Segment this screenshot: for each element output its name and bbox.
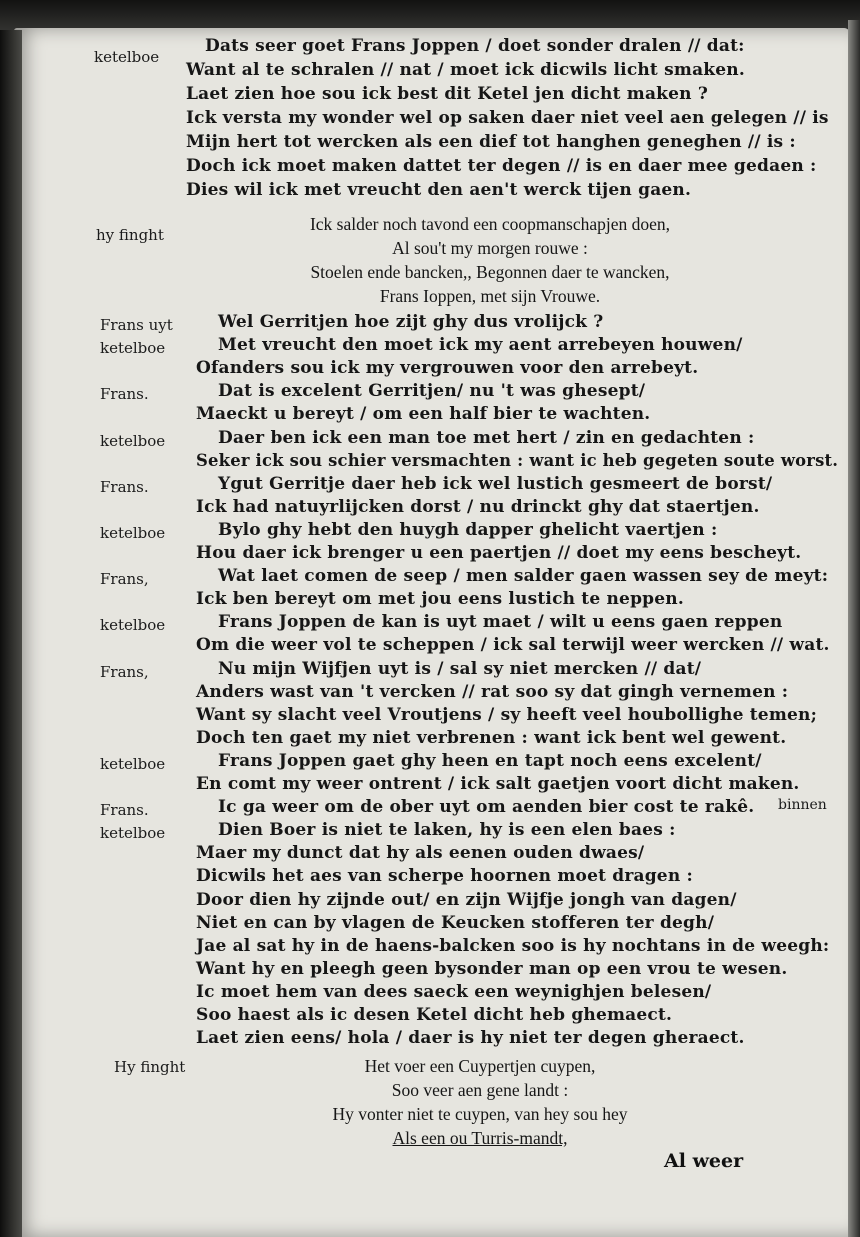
speaker-label: ketelboe <box>100 431 166 450</box>
text-line: Ofanders sou ick my vergrouwen voor den arrebeyt. <box>196 358 699 379</box>
text-line: Laet zien eens/ hola / daer is hy niet ter degen gheraect. <box>196 1028 745 1049</box>
text-line: Mijn hert tot wercken als een dief tot hanghen geneghen // is : <box>186 132 796 152</box>
text-line: Maeckt u bereyt / om een half bier te wachten. <box>196 404 651 425</box>
text-line: Anders wast van 't vercken // rat soo sy dat gingh vernemen : <box>196 681 789 702</box>
song-line: Soo veer aen gene landt : <box>391 1080 569 1100</box>
text-line: Jae al sat hy in de haens-balcken soo is hy nochtans in de weegh: <box>196 935 830 956</box>
song-line: Het voer een Cuypertjen cuypen, <box>364 1056 596 1076</box>
text-line: Daer ben ick een man toe met hert / zin en gedachten : <box>218 427 755 448</box>
text-line: Ick had natuyrlijcken dorst / nu drinckt ghy dat staertjen. <box>196 496 760 517</box>
text-line: Ic ga weer om de ober uyt om aenden bier cost te rakê. <box>218 797 755 818</box>
speaker-label: ketelboe <box>100 616 166 635</box>
text-line: Frans Joppen de kan is uyt maet / wilt u eens gaen reppen <box>218 612 783 633</box>
speaker-label: ketelboe <box>100 339 166 358</box>
song-line: Als een ou Turris-mandt, <box>392 1128 568 1148</box>
speaker-label: ketelboe <box>100 824 166 843</box>
song-line: Ick salder noch tavond een coopmanschapjen doen, <box>309 214 671 234</box>
text-line: Hou daer ick brenger u een paertjen // doet my eens bescheyt. <box>196 543 802 563</box>
speaker-label: Frans, <box>100 570 149 589</box>
page-edge <box>848 20 860 1237</box>
text-line: Want sy slacht veel Vroutjens / sy heeft veel houbollighe temen; <box>196 704 818 725</box>
text-line: Ic moet hem van dees saeck een weynighjen belesen/ <box>196 981 712 1002</box>
song-speaker-label: hy finght <box>96 226 164 244</box>
text-line: Doch ten gaet my niet verbrenen : want ick bent wel gewent. <box>196 727 787 748</box>
text-line: Bylo ghy hebt den huygh dapper ghelicht vaertjen : <box>218 519 718 540</box>
speaker-label: Frans, <box>100 662 149 681</box>
text-line: Dat is excelent Gerritjen/ nu 't was ghesept/ <box>218 381 646 402</box>
text-line: Dies wil ick met vreucht den aen't werck tijen gaen. <box>186 180 692 200</box>
text-line: Want al te schralen // nat / moet ick dicwils licht smaken. <box>186 60 745 80</box>
speaker-label: Frans. <box>100 477 149 496</box>
text-line: Doch ick moet maken dattet ter degen // is en daer mee gedaen : <box>186 156 817 176</box>
speaker-label: ketelboe <box>100 523 166 542</box>
text-line: Om die weer vol te scheppen / ick sal terwijl weer wercken // wat. <box>196 635 830 656</box>
text-line: Ygut Gerritje daer heb ick wel lustich gesmeert de borst/ <box>218 473 773 494</box>
text-line: Met vreucht den moet ick my aent arrebeyen houwen/ <box>218 335 743 356</box>
text-line: Want hy en pleegh geen bysonder man op een vrou te wesen. <box>196 958 788 979</box>
speaker-label: ketelboe <box>94 48 160 66</box>
song-line: Stoelen ende bancken,, Begonnen daer te wancken, <box>310 262 670 282</box>
text-line: Ick versta my wonder wel op saken daer niet veel aen gelegen // is <box>186 108 829 128</box>
text-line: Frans Joppen gaet ghy heen en tapt noch eens excelent/ <box>218 750 762 771</box>
text-line: Door dien hy zijnde out/ en zijn Wijfje jongh van dagen/ <box>196 889 737 910</box>
speaker-label: ketelboe <box>100 754 166 773</box>
text-line: Nu mijn Wijfjen uyt is / sal sy niet mercken // dat/ <box>218 658 702 679</box>
text-line: Dicwils het aes van scherpe hoornen moet dragen : <box>196 866 693 887</box>
text-line: Seker ick sou schier versmachten : want ic heb gegeten soute worst. <box>196 450 839 471</box>
song-line: Al sou't my morgen rouwe : <box>392 238 588 258</box>
text-line: Niet en can by vlagen de Keucken stofferen ter degh/ <box>196 912 715 933</box>
text-line: Ick ben bereyt om met jou eens lustich te neppen. <box>196 589 684 610</box>
text-line: Wel Gerritjen hoe zijt ghy dus vrolijck ? <box>218 312 604 332</box>
song-line: Hy vonter niet te cuypen, van hey sou hey <box>332 1104 628 1124</box>
speaker-label: Frans uyt <box>100 316 173 334</box>
speaker-label: Frans. <box>100 385 149 404</box>
song-line: Frans Ioppen, met sijn Vrouwe. <box>379 286 601 306</box>
catchword: Al weer <box>664 1150 744 1172</box>
text-line: En comt my weer ontrent / ick salt gaetjen voort dicht maken. <box>196 774 800 794</box>
text-line: Maer my dunct dat hy als eenen ouden dwaes/ <box>196 843 645 864</box>
text-line: Wat laet comen de seep / men salder gaen wassen sey de meyt: <box>218 566 829 587</box>
text-line: Dats seer goet Frans Joppen / doet sonder dralen // dat: <box>205 36 745 56</box>
text-line: Dien Boer is niet te laken, hy is een elen baes : <box>218 820 676 841</box>
song-speaker-label-2: Hy finght <box>114 1058 186 1076</box>
text-line: Laet zien hoe sou ick best dit Ketel jen dicht maken ? <box>186 84 709 104</box>
speaker-label: Frans. <box>100 801 149 820</box>
gutter-shadow <box>0 30 22 1237</box>
text-line: Soo haest als ic desen Ketel dicht heb ghemaect. <box>196 1005 673 1025</box>
stage-direction: binnen <box>778 797 827 813</box>
